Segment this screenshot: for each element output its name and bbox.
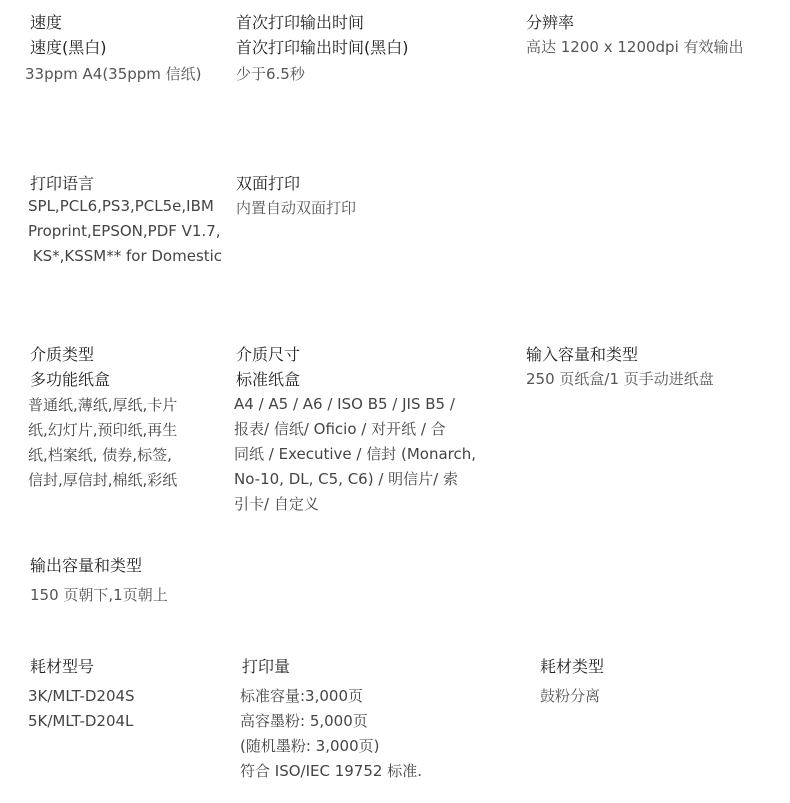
- spec-line: (随机墨粉: 3,000页): [240, 737, 380, 755]
- spec-output-capacity: [30, 553, 168, 608]
- spec-consumable-type: [540, 654, 604, 709]
- spec-value: 250 页纸盒/1 页手动进纸盘: [526, 370, 714, 388]
- spec-line: 标准容量:3,000页: [240, 687, 363, 705]
- spec-line: 3K/MLT-D204S: [28, 687, 135, 705]
- spec-duplex: [236, 171, 356, 221]
- spec-line: A4 / A5 / A6 / ISO B5 / JIS B5 /: [234, 395, 455, 413]
- spec-line: 报表/ 信纸/ Oficio / 对开纸 / 合: [234, 420, 446, 438]
- spec-yield: [242, 654, 290, 679]
- spec-subheading: 标准纸盒: [236, 370, 301, 389]
- spec-consumable-model-lines: [28, 684, 135, 734]
- spec-heading: 双面打印: [236, 174, 301, 193]
- spec-heading: 输入容量和类型: [526, 345, 639, 364]
- spec-heading: 介质类型: [30, 345, 95, 364]
- spec-speed-value: [25, 62, 202, 87]
- spec-line: 符合 ISO/IEC 19752 标准.: [240, 762, 422, 780]
- spec-line: SPL,PCL6,PS3,PCL5e,IBM: [28, 197, 214, 215]
- spec-line: No-10, DL, C5, C6) / 明信片/ 索: [234, 470, 458, 488]
- spec-line: KS*,KSSM** for Domestic: [28, 247, 223, 265]
- spec-line: 高容墨粉: 5,000页: [240, 712, 368, 730]
- spec-subheading: 速度(黑白): [30, 38, 107, 57]
- spec-value: 鼓粉分离: [540, 687, 601, 705]
- spec-heading: 耗材类型: [540, 657, 605, 676]
- spec-heading: 打印量: [242, 657, 291, 676]
- spec-first-print: [236, 10, 409, 87]
- spec-line: 信封,厚信封,棉纸,彩纸: [28, 471, 178, 489]
- spec-speed: [30, 10, 107, 60]
- spec-line: 纸,档案纸, 债券,标签,: [28, 446, 172, 464]
- spec-heading: 输出容量和类型: [30, 556, 143, 575]
- spec-media-type-lines: [28, 393, 177, 493]
- spec-media-size: [236, 342, 300, 392]
- spec-heading: 分辨率: [526, 13, 575, 32]
- spec-line: 引卡/ 自定义: [234, 495, 319, 513]
- spec-value: 33ppm A4(35ppm 信纸): [25, 65, 202, 83]
- spec-line: 纸,幻灯片,预印纸,再生: [28, 421, 178, 439]
- spec-line: 5K/MLT-D204L: [28, 712, 134, 730]
- spec-line: Proprint,EPSON,PDF V1.7,: [28, 222, 221, 240]
- spec-value: 少于6.5秒: [236, 65, 305, 83]
- spec-subheading: 首次打印输出时间(黑白): [236, 38, 409, 57]
- spec-media-size-lines: [234, 392, 476, 517]
- spec-subheading: 多功能纸盒: [30, 370, 111, 389]
- spec-line: 普通纸,薄纸,厚纸,卡片: [28, 396, 178, 414]
- spec-heading: 速度: [30, 13, 63, 32]
- spec-consumable-model: [30, 654, 94, 679]
- spec-yield-lines: [240, 684, 422, 784]
- spec-value: 高达 1200 x 1200dpi 有效输出: [526, 38, 744, 56]
- spec-value: 150 页朝下,1页朝上: [30, 586, 168, 604]
- spec-print-language-lines: [28, 194, 222, 269]
- spec-heading: 首次打印输出时间: [236, 13, 365, 32]
- spec-input-capacity: [526, 342, 714, 392]
- spec-heading: 介质尺寸: [236, 345, 301, 364]
- spec-heading: 打印语言: [30, 174, 95, 193]
- spec-line: 同纸 / Executive / 信封 (Monarch,: [234, 445, 477, 463]
- spec-media-type: [30, 342, 110, 392]
- spec-heading: 耗材型号: [30, 657, 95, 676]
- spec-resolution: [526, 10, 744, 60]
- spec-print-language: [30, 171, 94, 196]
- spec-value: 内置自动双面打印: [236, 199, 357, 217]
